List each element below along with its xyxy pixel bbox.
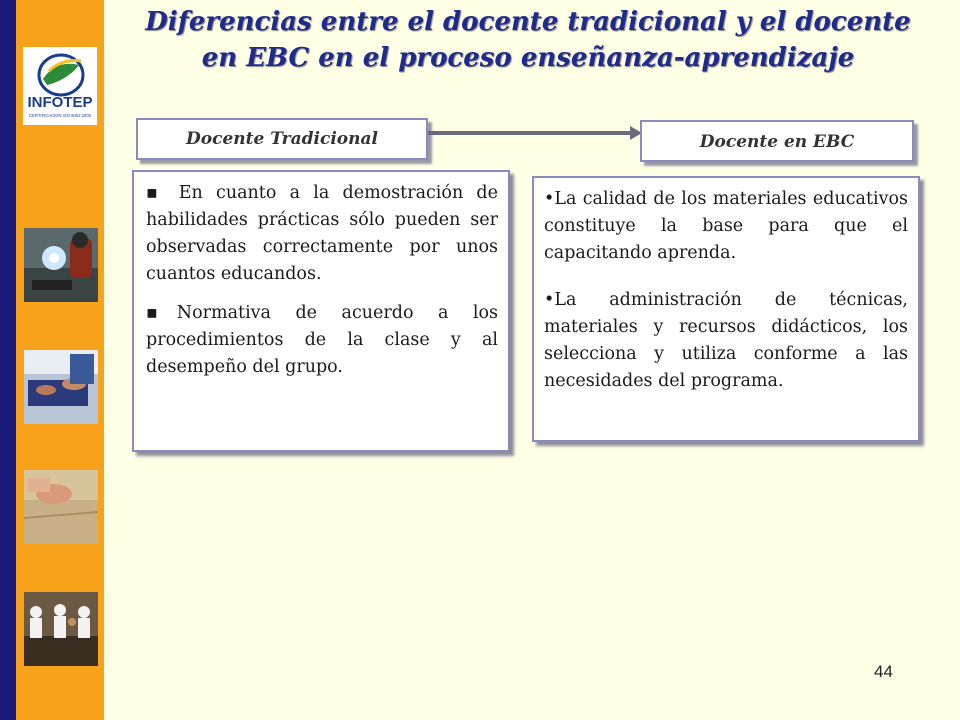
- header-docente-ebc-label: Docente en EBC: [699, 132, 855, 152]
- header-docente-tradicional: [136, 118, 428, 160]
- header-docente-ebc: [640, 120, 914, 162]
- right-item-2-text: La administración de técnicas, materiales y recursos didácticos, los selecciona y utiliza conforme a las necesidades del programa.: [544, 290, 908, 391]
- infotep-logo-graphic: [23, 47, 97, 125]
- logo-name: INFOTEP: [27, 94, 93, 111]
- left-item-1: [146, 180, 498, 288]
- header-docente-tradicional-label: Docente Tradicional: [186, 129, 378, 149]
- left-item-2: [146, 300, 498, 381]
- square-bullet-icon: ▪: [146, 183, 166, 203]
- left-item-2-text: Normativa de acuerdo a los procedimientos de la clase y al desempeño del grupo.: [146, 303, 498, 377]
- square-bullet-icon: ▪: [146, 303, 177, 323]
- right-item-1: [544, 186, 908, 267]
- right-item-1-text: La calidad de los materiales educativos constituye la base para que el capacitando aprenda.: [544, 189, 908, 263]
- left-item-1-text: En cuanto a la demostración de habilidades prácticas sólo pueden ser observadas correctamente por unos cuantos educandos.: [146, 183, 498, 284]
- left-content-box: [132, 170, 510, 452]
- page-number: 44: [874, 662, 893, 681]
- photo-kitchen-class: [18, 586, 104, 672]
- bullet-icon: •: [544, 189, 555, 209]
- right-item-2: [544, 287, 908, 395]
- right-content-box: [532, 176, 920, 442]
- arrow-connector: [428, 124, 644, 144]
- sidebar-navy-stripe: [0, 0, 16, 720]
- title-line-1: Diferencias entre el docente tradicional y el docente: [145, 7, 911, 37]
- infotep-logo: [20, 44, 100, 128]
- photo-hands-working: [18, 344, 104, 430]
- photo-welding: [18, 222, 104, 308]
- title-line-2: en EBC en el proceso enseñanza-aprendizaje: [201, 43, 855, 73]
- bullet-icon: •: [544, 290, 555, 310]
- photo-hand-on-wood: [18, 464, 104, 550]
- slide-title: [118, 4, 938, 76]
- logo-tagline: CERTIFICACION ISO 9001:2000: [29, 113, 91, 118]
